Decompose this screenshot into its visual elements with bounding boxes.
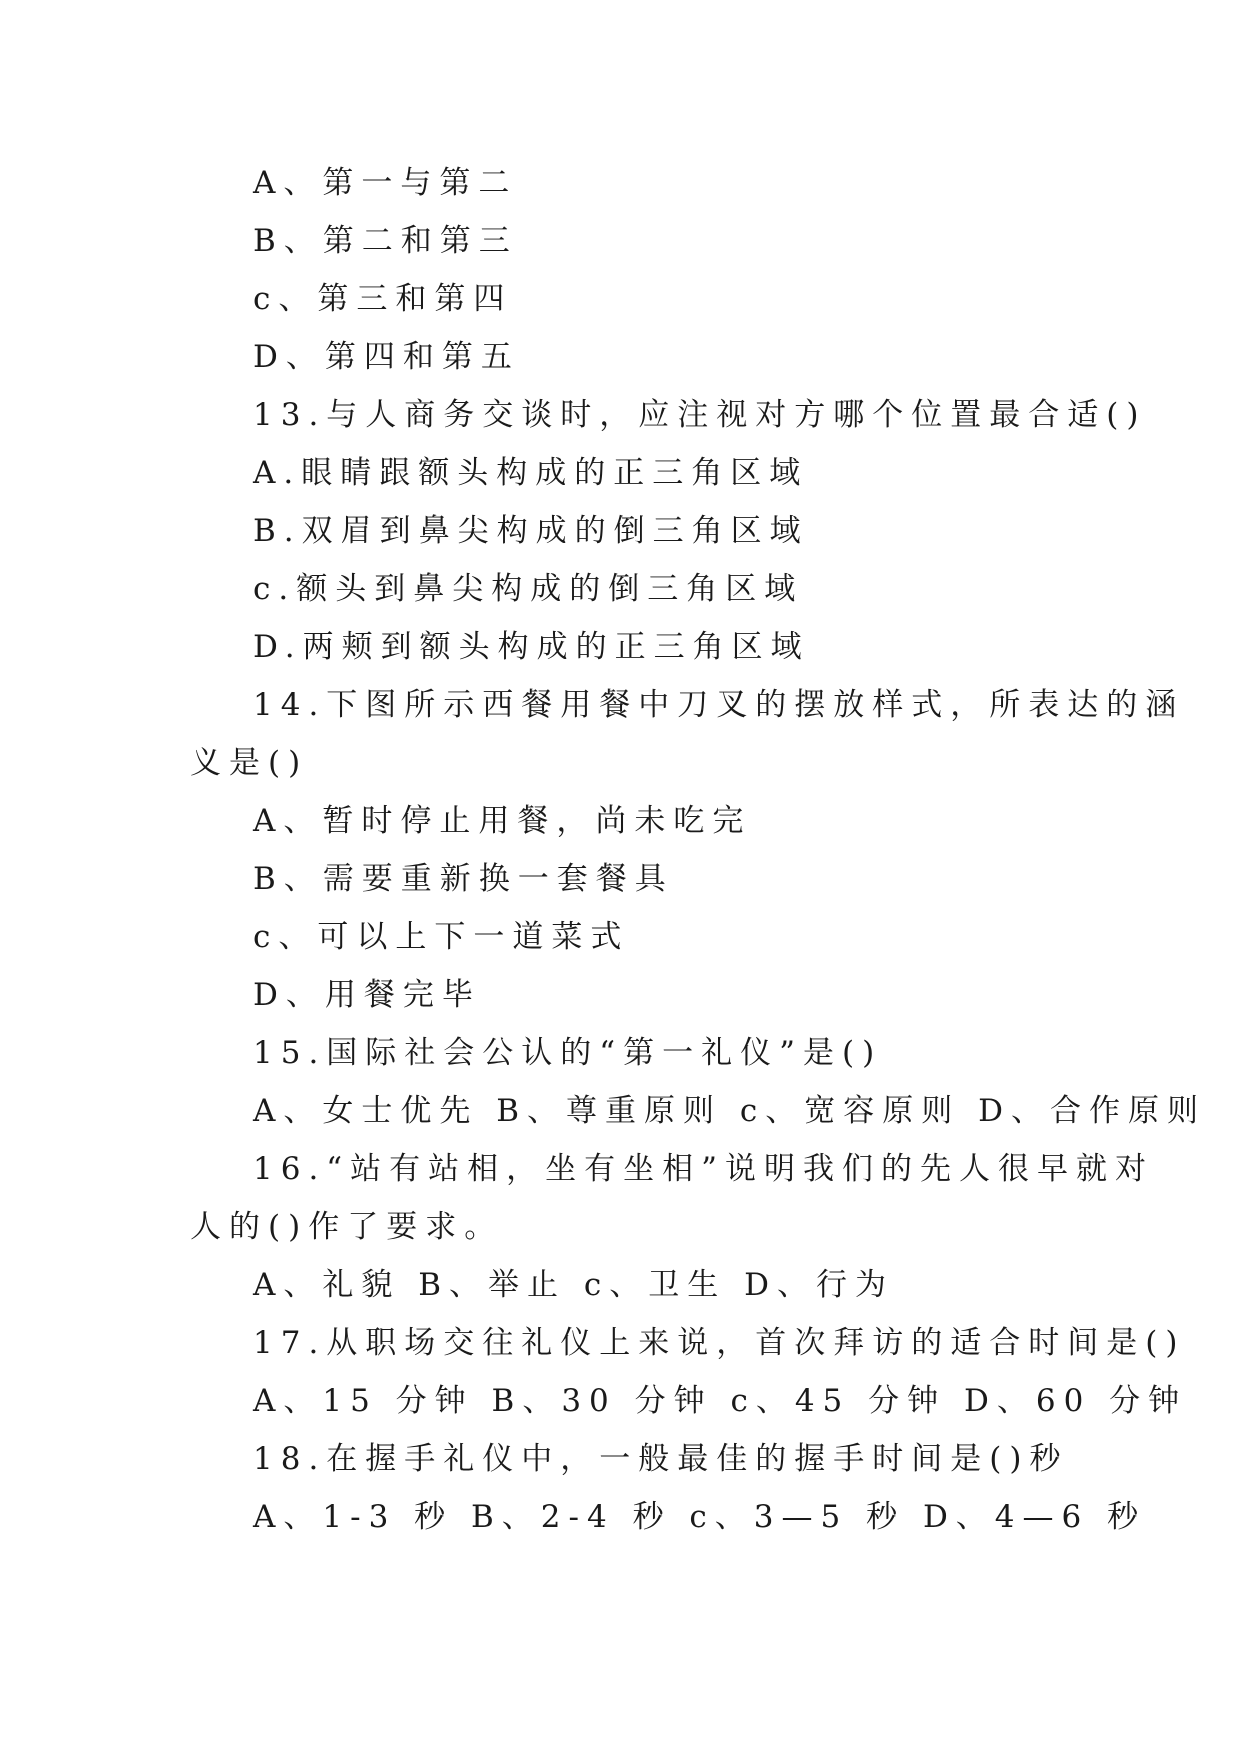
option-b-q12: B、第二和第三: [253, 223, 518, 259]
options-q16: A、礼貌 B、举止 c、卫生 D、行为: [253, 1267, 894, 1303]
question-15: 15.国际社会公认的“第一礼仪”是(): [253, 1035, 883, 1071]
question-16: 16.“站有站相，坐有坐相”说明我们的先人很早就对: [253, 1151, 1154, 1187]
question-13: 13.与人商务交谈时，应注视对方哪个位置最合适(): [253, 397, 1147, 433]
option-b-q13: B.双眉到鼻尖构成的倒三角区域: [253, 513, 809, 549]
option-d-q14: D、用餐完毕: [253, 977, 481, 1013]
question-18: 18.在握手礼仪中，一般最佳的握手时间是()秒: [253, 1441, 1069, 1477]
option-a-q12: A、第一与第二: [253, 165, 518, 201]
option-d-q13: D.两颊到额头构成的正三角区域: [253, 629, 810, 665]
option-b-q14: B、需要重新换一套餐具: [253, 861, 674, 897]
option-d-q12: D、第四和第五: [253, 339, 520, 375]
option-c-q13: c.额头到鼻尖构成的倒三角区域: [253, 571, 804, 607]
options-q18: A、1-3 秒 B、2-4 秒 c、3—5 秒 D、4—6 秒: [253, 1499, 1147, 1535]
question-16-continued: 人的()作了要求。: [190, 1209, 504, 1245]
options-q15: A、女士优先 B、尊重原则 c、宽容原则 D、合作原则: [253, 1093, 1206, 1129]
option-a-q14: A、暂时停止用餐，尚未吃完: [253, 803, 752, 839]
question-14: 14.下图所示西餐用餐中刀叉的摆放样式，所表达的涵: [253, 687, 1185, 723]
option-a-q13: A.眼睛跟额头构成的正三角区域: [253, 455, 809, 491]
option-c-q14: c、可以上下一道菜式: [253, 919, 630, 955]
option-c-q12: c、第三和第四: [253, 281, 513, 317]
question-14-continued: 义是(): [190, 745, 309, 781]
question-17: 17.从职场交往礼仪上来说，首次拜访的适合时间是(): [253, 1325, 1186, 1361]
options-q17: A、15 分钟 B、30 分钟 c、45 分钟 D、60 分钟: [253, 1383, 1188, 1419]
